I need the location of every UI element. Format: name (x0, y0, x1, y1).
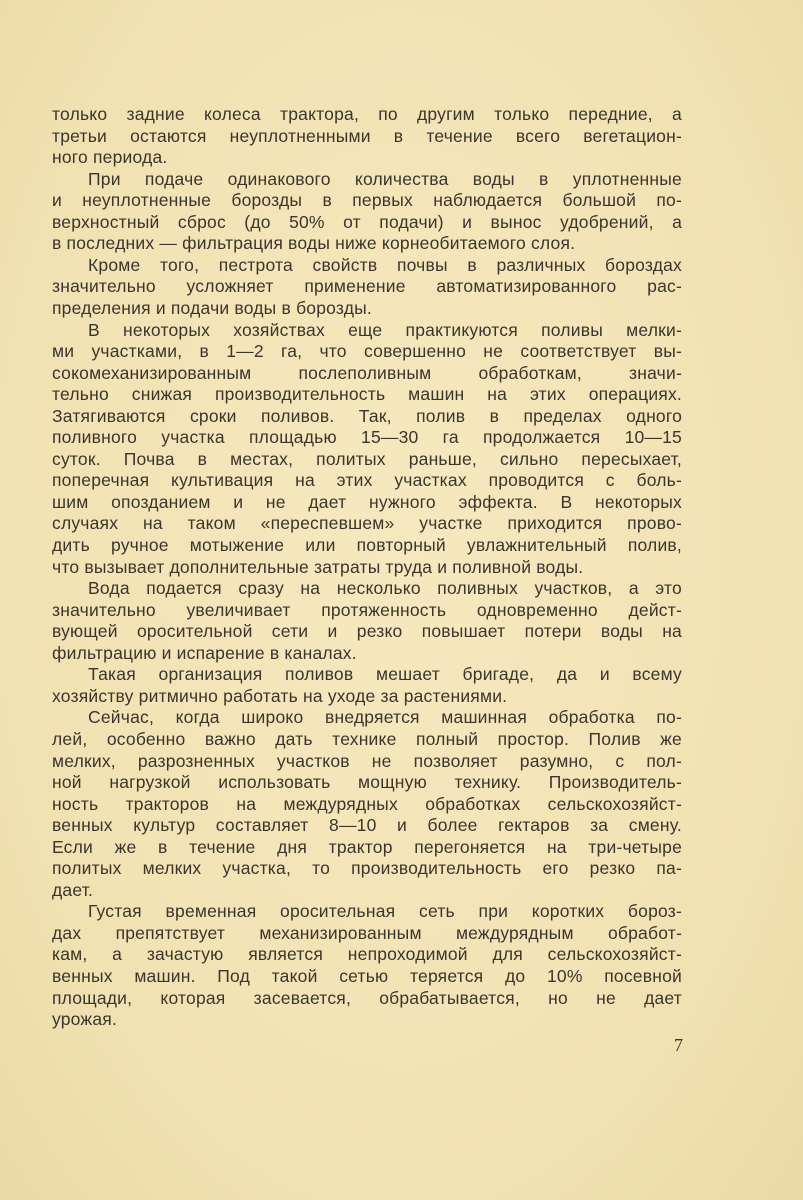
text-line: и неуплотненные борозды в первых наблюдается большой по- (52, 190, 682, 211)
text-line: кам, а зачастую является непроходимой для сельскохозяйст- (52, 944, 682, 965)
text-line: урожая. (52, 1009, 117, 1030)
text-line: лей, особенно важно дать технике полный простор. Полив же (52, 728, 682, 749)
text-line: третьи остаются неуплотненными в течение всего вегетацион- (52, 125, 682, 146)
text-line: случаях на таком «переспевшем» участке приходится прово- (52, 513, 682, 534)
text-line: В некоторых хозяйствах еще практикуются поливы мелки- (88, 319, 682, 340)
text-line: вующей оросительной сети и резко повышает потери воды на (52, 621, 682, 642)
text-line: дах препятствует механизированным междурядным обработ- (52, 922, 682, 943)
text-line: ность тракторов на междурядных обработках сельскохозяйст- (52, 793, 682, 814)
text-line: Сейчас, когда широко внедряется машинная обработка по- (88, 707, 682, 728)
text-line: в последних — фильтрация воды ниже корнеобитаемого слоя. (52, 233, 576, 254)
text-line: значительно усложняет применение автоматизированного рас- (52, 276, 682, 297)
text-line: ной нагрузкой использовать мощную технику. Производитель- (52, 772, 682, 793)
text-line: только задние колеса трактора, по другим только передние, а (52, 104, 682, 124)
text-line: политых мелких участка, то производительность его резко па- (52, 858, 682, 879)
text-line: поперечная культивация на этих участках проводится с боль- (52, 470, 682, 491)
text-line: дает. (52, 879, 94, 900)
text-line: мелких, разрозненных участков не позволяет разумно, с пол- (52, 750, 682, 771)
text-line: поливного участка площадью 15—30 га продолжается 10—15 (52, 427, 682, 448)
text-line: При подаче одинакового количества воды в уплотненные (88, 168, 682, 189)
text-line: верхностный сброс (до 50% от подачи) и вынос удобрений, а (52, 211, 682, 232)
text-line: значительно увеличивает протяженность одновременно дейст- (52, 599, 682, 620)
text-line: ного периода. (52, 147, 168, 168)
text-line: площади, которая засевается, обрабатывается, но не дает (52, 987, 682, 1008)
text-line: сокомеханизированным послеполивным обработкам, значи- (52, 362, 682, 383)
text-line: Если же в течение дня трактор перегоняется на три-четыре (52, 836, 682, 857)
text-line: ми участками, в 1—2 га, что совершенно не соответствует вы- (52, 341, 682, 362)
text-line: тельно снижая производительность машин на этих операциях. (52, 384, 682, 405)
text-line: суток. Почва в местах, политых раньше, сильно пересыхает, (52, 448, 682, 469)
text-line: фильтрацию и испарение в каналах. (52, 642, 357, 663)
text-line: пределения и подачи воды в борозды. (52, 297, 372, 318)
text-line: венных машин. Под такой сетью теряется до 10% посевной (52, 966, 682, 986)
text-line: венных культур составляет 8—10 и более гектаров за смену. (52, 815, 682, 836)
text-line: дить ручное мотыжение или повторный увлажнительный полив, (52, 535, 682, 555)
text-line: Затягиваются сроки поливов. Так, полив в пределах одного (52, 405, 682, 426)
page-number: 7 (674, 1035, 683, 1055)
text-line: Густая временная оросительная сеть при коротких бороз- (88, 901, 682, 922)
text-line: хозяйству ритмично работать на уходе за растениями. (52, 685, 508, 706)
text-line: шим опозданием и не дает нужного эффекта. В некоторых (52, 491, 682, 512)
text-line: Такая организация поливов мешает бригаде, да и всему (88, 664, 682, 685)
text-line: Кроме того, пестрота свойств почвы в различных бороздах (88, 254, 682, 275)
text-line: что вызывает дополнительные затраты труда и поливной воды. (52, 556, 584, 577)
text-line: Вода подается сразу на несколько поливных участков, а это (88, 578, 682, 599)
